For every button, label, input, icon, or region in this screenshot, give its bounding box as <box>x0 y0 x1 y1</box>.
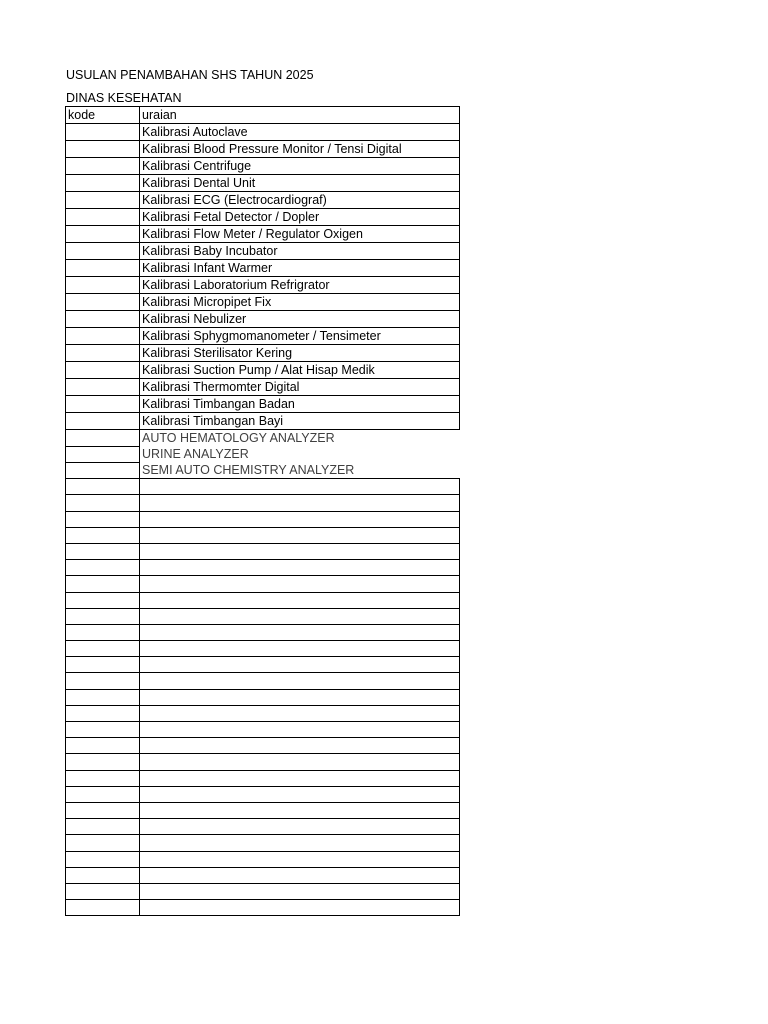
cell-kode[interactable] <box>66 900 140 916</box>
table-row <box>66 260 460 277</box>
cell-uraian[interactable]: Kalibrasi Dental Unit <box>140 175 460 192</box>
cell-uraian[interactable]: Kalibrasi Blood Pressure Monitor / Tensi Digital <box>140 141 460 158</box>
cell-kode[interactable] <box>66 124 140 141</box>
cell-kode[interactable] <box>66 158 140 175</box>
cell-kode[interactable] <box>66 543 140 559</box>
cell-uraian[interactable]: Kalibrasi Fetal Detector / Dopler <box>140 209 460 226</box>
cell-uraian[interactable]: Kalibrasi Laboratorium Refrigrator <box>140 277 460 294</box>
table-row <box>66 141 460 158</box>
cell-kode[interactable] <box>66 867 140 883</box>
cell-kode[interactable] <box>66 260 140 277</box>
cell-kode[interactable] <box>66 673 140 689</box>
cell-kode[interactable] <box>66 592 140 608</box>
cell-kode[interactable] <box>66 311 140 328</box>
empty-table-row <box>66 722 460 738</box>
cell-kode[interactable] <box>66 413 140 430</box>
empty-table-row <box>66 641 460 657</box>
empty-table-row <box>66 819 460 835</box>
cell-kode[interactable] <box>66 641 140 657</box>
empty-table-row <box>66 689 460 705</box>
empty-table-row <box>66 883 460 899</box>
table-row <box>66 243 460 260</box>
empty-table-row <box>66 495 460 511</box>
cell-kode[interactable] <box>66 192 140 209</box>
cell-uraian[interactable]: AUTO HEMATOLOGY ANALYZER <box>142 431 335 445</box>
header-kode[interactable]: kode <box>66 107 140 124</box>
cell-kode[interactable] <box>66 754 140 770</box>
cell-uraian[interactable]: Kalibrasi Suction Pump / Alat Hisap Medik <box>140 362 460 379</box>
cell-kode[interactable] <box>66 294 140 311</box>
cell-uraian[interactable] <box>140 511 460 527</box>
empty-table-row <box>66 786 460 802</box>
empty-table-row <box>66 608 460 624</box>
cell-uraian[interactable]: Kalibrasi Flow Meter / Regulator Oxigen <box>140 226 460 243</box>
cell-kode[interactable] <box>66 226 140 243</box>
table-row <box>66 158 460 175</box>
empty-table-row <box>66 576 460 592</box>
document-subtitle: DINAS KESEHATAN <box>66 91 182 105</box>
empty-table-row <box>66 527 460 543</box>
cell-uraian[interactable] <box>140 527 460 543</box>
cell-uraian[interactable]: Kalibrasi Baby Incubator <box>140 243 460 260</box>
empty-table-row <box>66 592 460 608</box>
empty-table-row <box>66 835 460 851</box>
cell-uraian[interactable] <box>140 576 460 592</box>
cell-uraian[interactable]: Kalibrasi Timbangan Bayi <box>140 413 460 430</box>
empty-table-row <box>66 673 460 689</box>
cell-kode[interactable] <box>66 141 140 158</box>
cell-uraian[interactable] <box>140 883 460 899</box>
cell-uraian[interactable] <box>140 543 460 559</box>
cell-uraian[interactable]: Kalibrasi Centrifuge <box>140 158 460 175</box>
cell-kode[interactable] <box>66 722 140 738</box>
cell-uraian[interactable] <box>140 819 460 835</box>
cell-uraian[interactable]: Kalibrasi Nebulizer <box>140 311 460 328</box>
cell-kode[interactable] <box>66 462 140 479</box>
cell-uraian[interactable] <box>140 657 460 673</box>
cell-kode[interactable] <box>66 209 140 226</box>
table-row <box>66 277 460 294</box>
cell-kode[interactable] <box>66 175 140 192</box>
cell-uraian[interactable]: Kalibrasi Autoclave <box>140 124 460 141</box>
cell-kode[interactable] <box>66 786 140 802</box>
cell-kode[interactable] <box>66 328 140 345</box>
table-row <box>66 175 460 192</box>
cell-uraian[interactable] <box>140 770 460 786</box>
cell-uraian[interactable]: Kalibrasi Infant Warmer <box>140 260 460 277</box>
cell-kode[interactable] <box>66 379 140 396</box>
table-row <box>66 192 460 209</box>
cell-kode[interactable] <box>66 883 140 899</box>
table-row <box>66 294 460 311</box>
cell-kode[interactable] <box>66 396 140 413</box>
table-row <box>66 462 460 479</box>
empty-table-row <box>66 802 460 818</box>
cell-uraian[interactable] <box>140 867 460 883</box>
cell-uraian[interactable]: Kalibrasi ECG (Electrocardiograf) <box>140 192 460 209</box>
cell-kode[interactable] <box>66 446 140 462</box>
table-header-row <box>66 107 460 124</box>
cell-uraian[interactable] <box>140 673 460 689</box>
cell-uraian[interactable] <box>140 479 460 495</box>
cell-uraian[interactable]: Kalibrasi Sterilisator Kering <box>140 345 460 362</box>
cell-uraian[interactable]: SEMI AUTO CHEMISTRY ANALYZER <box>142 463 355 478</box>
cell-kode[interactable] <box>66 738 140 754</box>
cell-kode[interactable] <box>66 495 140 511</box>
cell-kode[interactable] <box>66 527 140 543</box>
empty-table-row <box>66 705 460 721</box>
cell-uraian[interactable] <box>140 738 460 754</box>
cell-kode[interactable] <box>66 770 140 786</box>
cell-kode[interactable] <box>66 624 140 640</box>
empty-table-row <box>66 560 460 576</box>
empty-table-row <box>66 511 460 527</box>
table-row <box>66 430 460 447</box>
cell-uraian[interactable] <box>140 641 460 657</box>
cell-uraian[interactable]: URINE ANALYZER <box>142 447 249 462</box>
cell-kode[interactable] <box>66 608 140 624</box>
cell-uraian[interactable] <box>140 592 460 608</box>
table-row <box>66 311 460 328</box>
table-row <box>66 362 460 379</box>
empty-table-row <box>66 479 460 495</box>
cell-uraian[interactable]: Kalibrasi Micropipet Fix <box>140 294 460 311</box>
cell-uraian[interactable] <box>140 786 460 802</box>
cell-kode[interactable] <box>66 511 140 527</box>
table-body <box>66 107 460 916</box>
empty-table-row <box>66 770 460 786</box>
cell-uraian[interactable] <box>140 608 460 624</box>
empty-table-row <box>66 754 460 770</box>
cell-kode[interactable] <box>66 362 140 379</box>
table-row <box>66 226 460 243</box>
table-row <box>66 328 460 345</box>
table-row <box>66 124 460 141</box>
data-table <box>65 106 460 916</box>
cell-kode[interactable] <box>66 851 140 867</box>
table-row <box>66 345 460 362</box>
cell-uraian[interactable] <box>140 705 460 721</box>
cell-kode[interactable] <box>66 560 140 576</box>
cell-kode[interactable] <box>66 835 140 851</box>
cell-uraian[interactable] <box>140 802 460 818</box>
cell-kode[interactable] <box>66 277 140 294</box>
header-uraian[interactable]: uraian <box>140 107 460 124</box>
empty-table-row <box>66 543 460 559</box>
cell-kode[interactable] <box>66 243 140 260</box>
empty-table-row <box>66 867 460 883</box>
cell-kode[interactable] <box>66 802 140 818</box>
table-row <box>66 396 460 413</box>
document-title: USULAN PENAMBAHAN SHS TAHUN 2025 <box>66 68 314 82</box>
cell-kode[interactable] <box>66 345 140 362</box>
table-row <box>66 413 460 430</box>
cell-uraian[interactable] <box>140 900 460 916</box>
cell-uraian[interactable] <box>140 689 460 705</box>
cell-kode[interactable] <box>66 430 140 447</box>
table-row <box>66 379 460 396</box>
empty-table-row <box>66 657 460 673</box>
cell-kode[interactable] <box>66 657 140 673</box>
cell-kode[interactable] <box>66 819 140 835</box>
empty-table-row <box>66 624 460 640</box>
cell-uraian[interactable] <box>140 722 460 738</box>
empty-table-row <box>66 900 460 916</box>
cell-uraian[interactable]: Kalibrasi Timbangan Badan <box>140 396 460 413</box>
cell-uraian[interactable] <box>140 835 460 851</box>
cell-kode[interactable] <box>66 705 140 721</box>
empty-table-row <box>66 738 460 754</box>
cell-kode[interactable] <box>66 479 140 495</box>
cell-kode[interactable] <box>66 689 140 705</box>
cell-uraian[interactable] <box>140 624 460 640</box>
cell-uraian[interactable] <box>140 560 460 576</box>
cell-uraian[interactable] <box>140 851 460 867</box>
cell-uraian[interactable]: Kalibrasi Sphygmomanometer / Tensimeter <box>140 328 460 345</box>
cell-uraian[interactable] <box>140 754 460 770</box>
table-row <box>66 209 460 226</box>
table-row <box>66 446 460 462</box>
cell-uraian[interactable] <box>140 495 460 511</box>
empty-table-row <box>66 851 460 867</box>
cell-uraian[interactable]: Kalibrasi Thermomter Digital <box>140 379 460 396</box>
cell-kode[interactable] <box>66 576 140 592</box>
